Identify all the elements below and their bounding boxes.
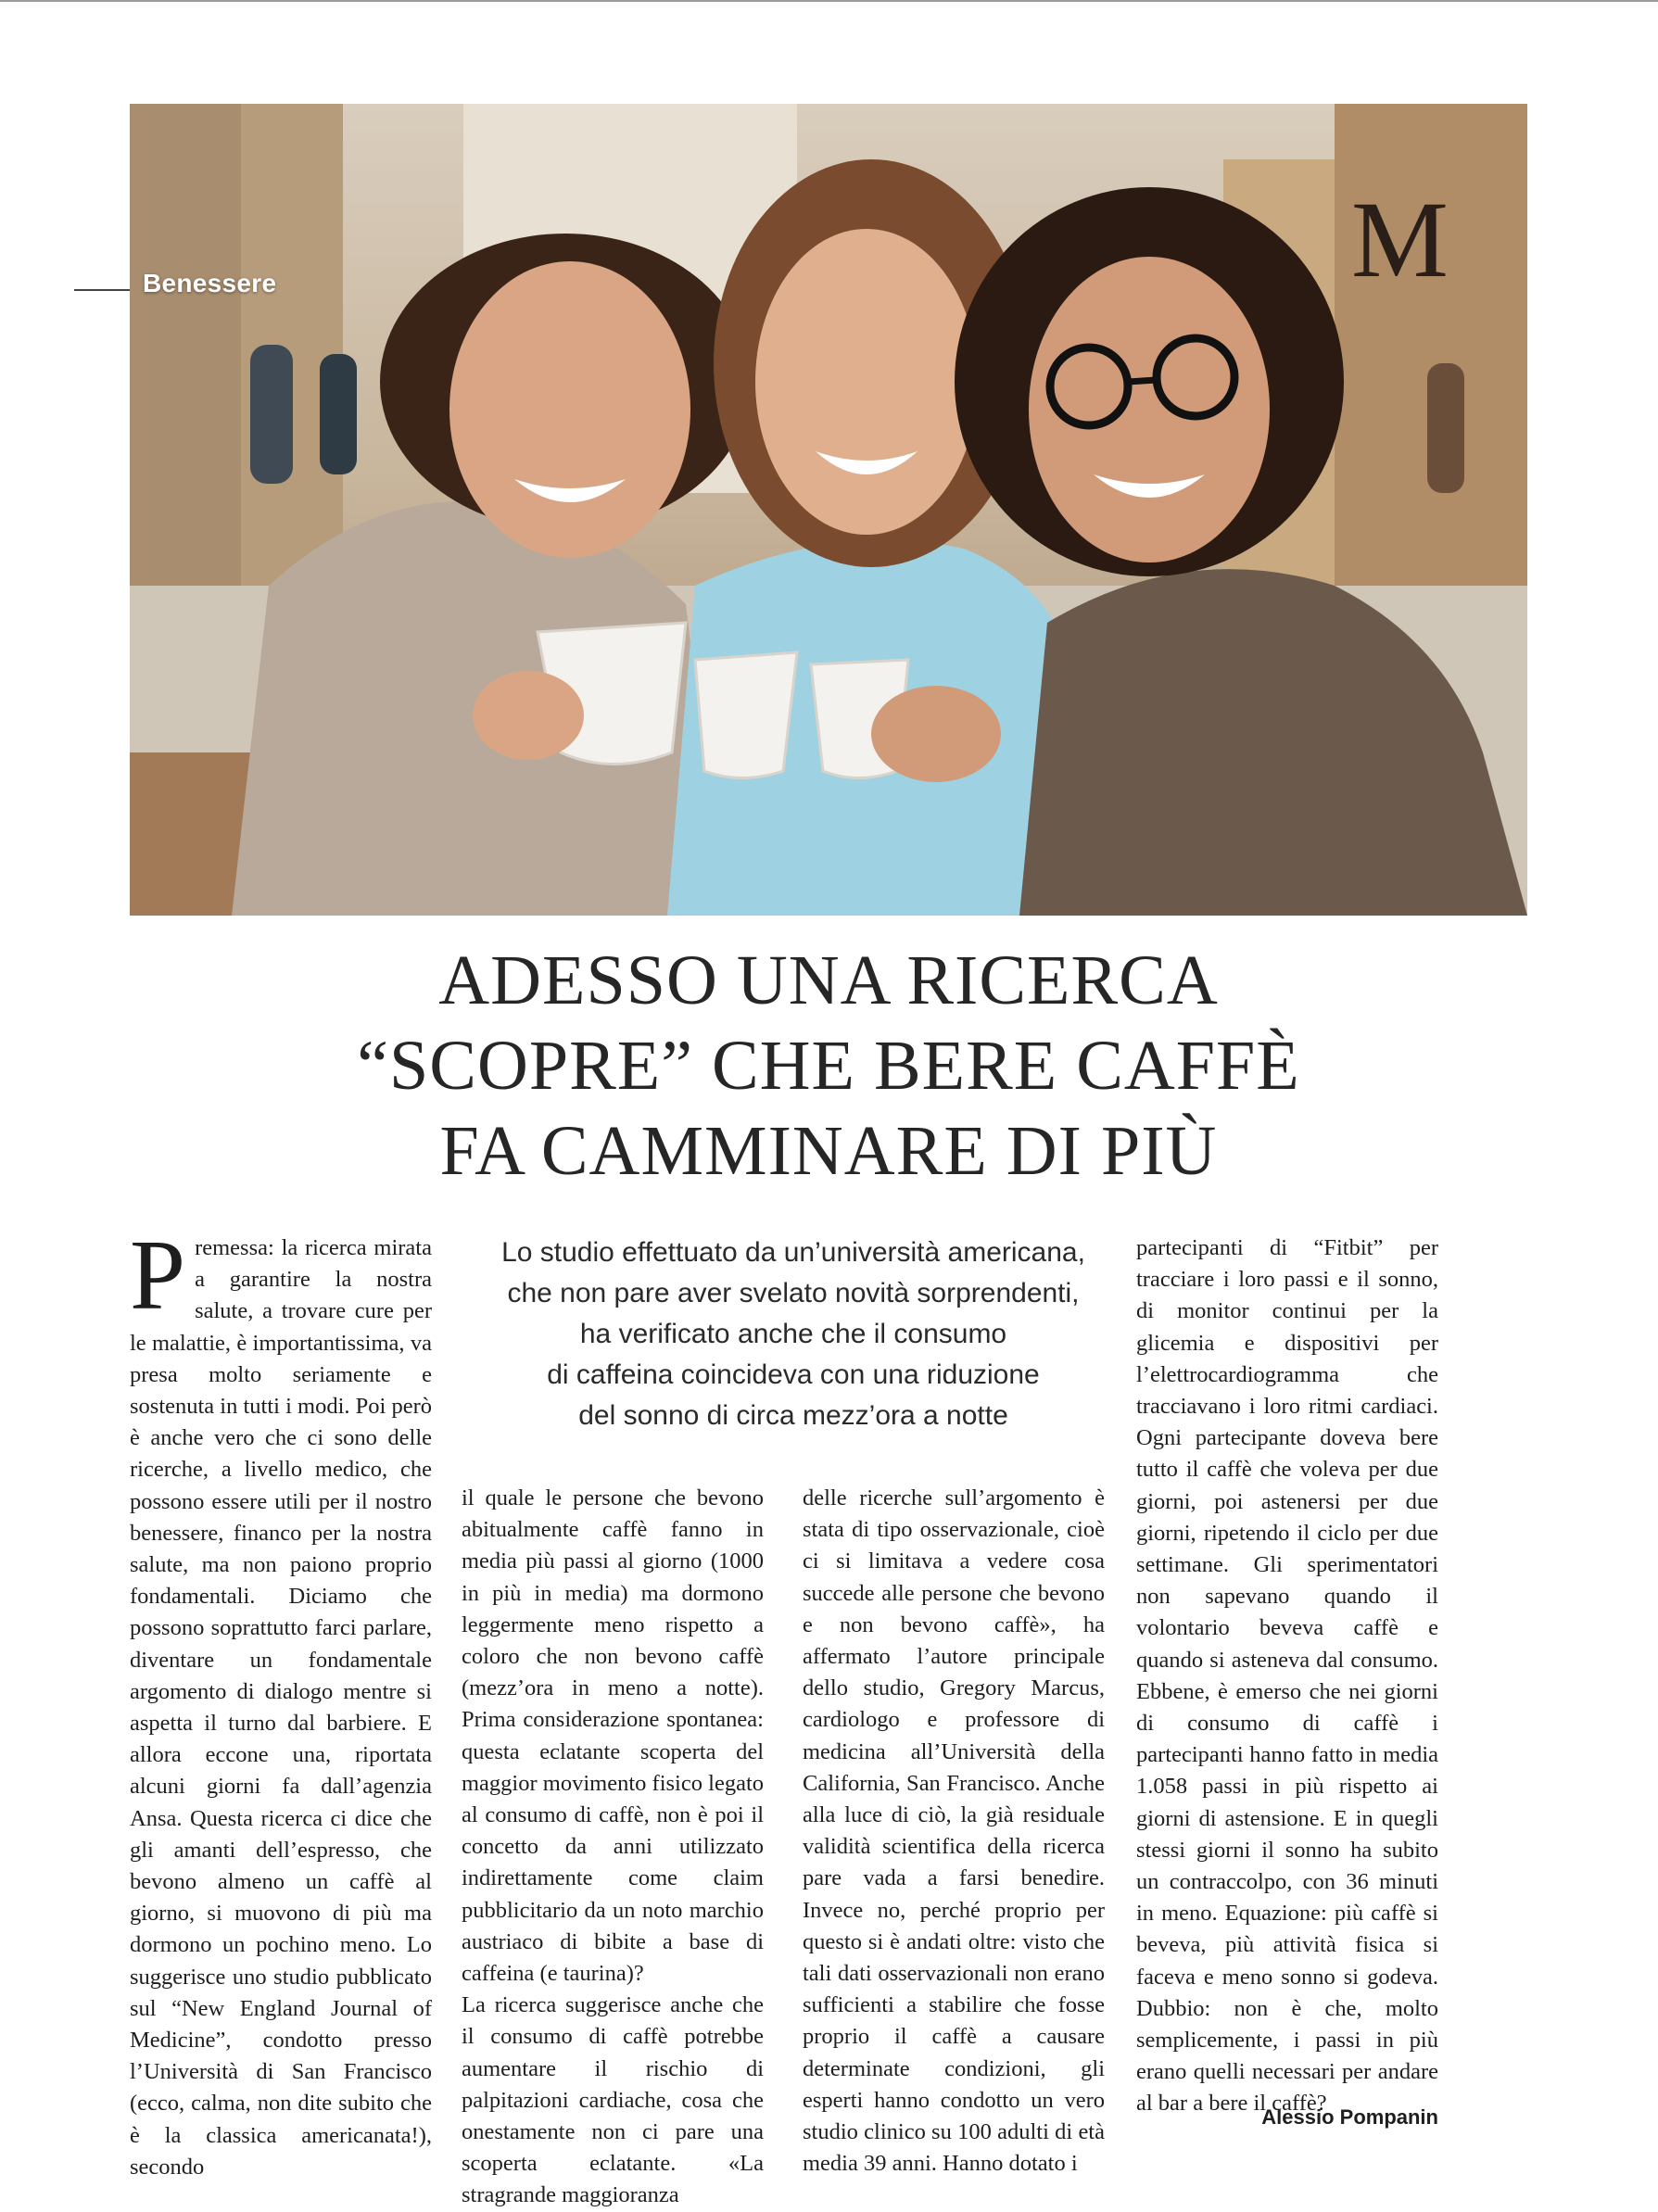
column-1-text: remessa: la ricerca mirata a garantire la nostra salute, a trovare cure per le malattie, è importantissima, va presa molto seriamente e sostenuta in tutti i modi. Poi però è anche vero che ci sono delle ricerche, a livello medico, che possono essere utili per il nostro benessere, financo per la nostra salute, ma non paiono proprio fondamentali. Diciamo che possono soprattutto farci parlare, diventare un fondamentale argomento di dialogo mentre si aspetta il turno dal barbiere. E allora eccone una, riportata alcuni giorni fa dall’agenzia Ansa. Questa ricerca ci dice che gli amanti dell’espresso, che bevono almeno un caffè al giorno, si muovono di più ma dormono un pochino meno. Lo suggerisce uno studio pubblicato sul “New England Journal of Medicine”, condotto presso l’Università di San Francisco (ecco, calma, non dite subito che è la classica americanata!), secondo [130,1235,432,2180]
hero-photo [130,104,1527,916]
article-column-2 [462,1483,764,2212]
column-3-text: delle ricerche sull’argomento è stata di tipo osservazionale, cioè ci si limitava a vedere cosa succede alle persone che bevono e non bevono caffè», ha affermato l’autore principale dello studio, Gregory Marcus, cardiologo e professore di medicina all’Università della California, San Francisco. Anche alla luce di ciò, la già residuale validità scientifica della ricerca pare vada a farsi benedire. Invece no, perché proprio per questo si è andati oltre: visto che tali dati osservazionali non erano sufficienti a stabilire che fosse proprio il caffè a causare determinate condizioni, gli esperti hanno condotto un vero studio clinico su 100 adulti di età media 39 anni. Hanno dotato i [803,1485,1105,2177]
pull-quote-line-2: che non pare aver svelato novità sorprendenti, [507,1278,1080,1308]
article-column-4 [1136,1232,1438,2120]
pull-quote-line-4: di caffeina coincideva con una riduzione [547,1359,1040,1390]
column-2-paragraph-2: La ricerca suggerisce anche che il consumo di caffè potrebbe aumentare il rischio di palpitazioni cardiache, cosa che onestamente non ci pare una scoperta eclatante. «La stragrande maggioranza [462,1992,764,2208]
drop-cap: P [130,1220,186,1331]
article-column-1 [130,1220,432,2183]
article-column-3 [803,1483,1105,2180]
pull-quote-line-3: ha verificato anche che il consumo [579,1319,1007,1349]
author-byline: Alessio Pompanin [1261,2105,1438,2129]
column-4-text: partecipanti di “Fitbit” per tracciare i loro passi e il sonno, di monitor continui per la glicemia e dispositivi per l’elettrocardiogramma che tracciavano i loro ritmi cardiaci. Ogni partecipante doveva bere tutto il caffè che voleva per due giorni, poi astenersi per due giorni, ripetendo il ciclo per due settimane. Gli sperimentatori non sapevano quando il volontario beveva caffè e quando si asteneva dal consumo. Ebbene, è emerso che nei giorni di consumo di caffè i partecipanti hanno fatto in media 1.058 passi in più rispetto ai giorni di astensione. E in quegli stessi giorni il sonno ha subito un contraccolpo, con 36 minuti in meno. Equazione: più caffè si beveva, più attività fisica si faceva e meno sonno si godeva. Dubbio: non è che, molto semplicemente, i passi in più erano quelli necessari per andare al bar a bere il caffè? [1136,1235,1438,2117]
photo-three-women-toasting-coffee-icon [130,104,1527,916]
article-headline [130,938,1527,1194]
column-2-paragraph-1: il quale le persone che bevono abitualmente caffè fanno in media più passi al giorno (1000 in più in media) ma dormono leggermente meno rispetto a coloro che non bevono caffè (mezz’ora in meno a notte). Prima considerazione spontanea: questa eclatante scoperta del maggior movimento fisico legato al consumo di caffè, non è poi il concetto da anni utilizzato indirettamente come claim pubblicitario da un noto marchio austriaco di bibite a base di caffeina (e taurina)? [462,1485,764,1987]
masthead-logo: M [1351,179,1436,300]
headline-line-2: “SCOPRE” CHE BERE CAFFÈ [357,1027,1300,1105]
top-rule [0,0,1658,2]
section-label: Benessere [143,269,277,297]
pull-quote-line-5: del sonno di circa mezz’ora a notte [578,1400,1008,1431]
pull-quote-line-1: Lo studio effettuato da un’università americana, [501,1237,1085,1268]
headline-line-3: FA CAMMINARE DI PIÙ [439,1112,1218,1190]
headline-line-1: ADESSO UNA RICERCA [438,942,1219,1019]
pull-quote [469,1232,1118,1436]
section-rule [74,289,130,291]
